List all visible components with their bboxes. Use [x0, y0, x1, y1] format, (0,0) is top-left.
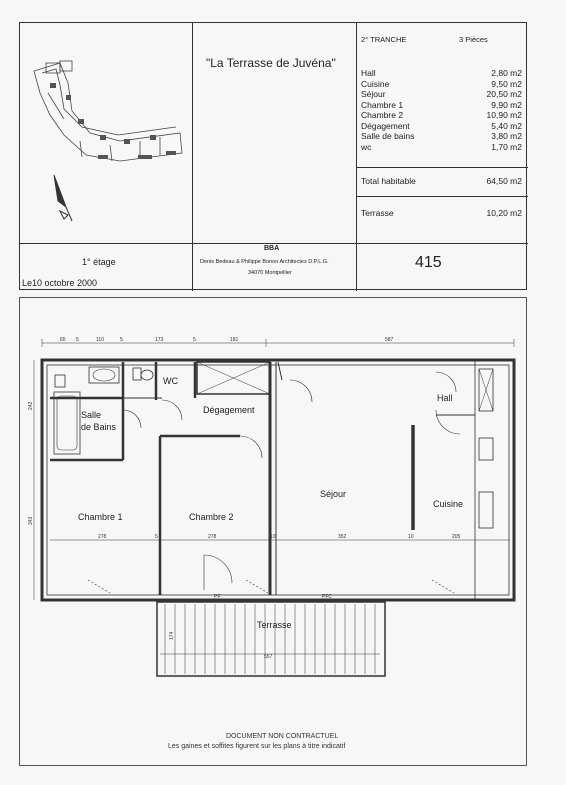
- dim-mid-6: 10: [408, 534, 414, 540]
- room-chambre2: Chambre 2: [189, 512, 234, 522]
- lot-number: 415: [415, 254, 442, 271]
- room-wc: WC: [163, 376, 178, 386]
- surface-room-label: Cuisine: [361, 78, 390, 89]
- dim-top-5: 173: [155, 337, 164, 343]
- dim-mid-4: 10: [270, 534, 276, 540]
- total-habitable-value: 64,50 m2: [486, 176, 522, 186]
- surface-room-label: Séjour: [361, 89, 386, 99]
- surface-area-value: 10,90 m2: [486, 110, 522, 120]
- dim-top-2: 5: [76, 337, 79, 343]
- surface-room-label: Chambre 1: [361, 99, 404, 110]
- dim-terrace-depth: 174: [169, 631, 175, 640]
- pieces-label: 3 Pièces: [459, 35, 488, 44]
- residence-title: "La Terrasse de Juvéna": [206, 56, 336, 70]
- dim-top-4: 5: [120, 337, 123, 343]
- footer-line2: Les gaines et soffites figurent sur les plans à titre indicatif: [168, 743, 346, 750]
- dim-left-bottom: 343: [28, 516, 34, 525]
- dim-mid-5: 352: [338, 534, 347, 540]
- surface-area-value: 3,80 m2: [491, 131, 522, 141]
- dim-mid-7: 205: [452, 534, 461, 540]
- surface-room-label: Hall: [361, 68, 376, 78]
- terrasse-value: 10,20 m2: [486, 208, 522, 218]
- surface-area-value: 9,50 m2: [491, 78, 522, 89]
- dim-mid-3: 278: [208, 534, 217, 540]
- room-sejour: Séjour: [320, 489, 347, 499]
- room-terrasse: Terrasse: [257, 620, 292, 630]
- dim-top-8: 587: [385, 337, 394, 343]
- tranche-label: 2° TRANCHE: [361, 35, 407, 44]
- surface-room-label: wc: [361, 141, 372, 152]
- room-cuisine: Cuisine: [433, 499, 464, 509]
- dim-mid-2: 5: [155, 534, 158, 540]
- footer-line1: DOCUMENT NON CONTRACTUEL: [226, 733, 339, 740]
- surface-room-label: Chambre 2: [361, 110, 404, 120]
- architect-line1: Denis Bedeau & Philippe Bonon Architectes D.P.L.G.: [200, 259, 329, 265]
- dim-terrace-width: 557: [264, 654, 273, 660]
- dim-mid-1: 278: [98, 534, 107, 540]
- architect-line2: 34070 Montpellier: [248, 270, 292, 276]
- total-habitable-label: Total habitable: [361, 176, 416, 186]
- floor-label: 1° étage: [82, 257, 116, 267]
- room-salle-de-bains-1: Salle: [81, 410, 102, 420]
- surface-room-label: Dégagement: [361, 120, 410, 131]
- dim-top-6: 5: [193, 337, 196, 343]
- dim-top-1: 65: [60, 337, 66, 343]
- room-hall: Hall: [437, 393, 453, 403]
- surface-area-value: 5,40 m2: [491, 120, 522, 131]
- mark-pf: PF: [214, 594, 221, 600]
- terrasse-label: Terrasse: [361, 208, 394, 218]
- dim-top-7: 181: [230, 337, 239, 343]
- room-degagement: Dégagement: [203, 405, 255, 415]
- mark-pfc: PFC: [322, 594, 332, 600]
- room-salle-de-bains-2: de Bains: [81, 422, 117, 432]
- surface-area-value: 9,90 m2: [491, 99, 522, 110]
- date-label: Le10 octobre 2000: [22, 278, 98, 288]
- surface-area-value: 2,80 m2: [491, 68, 522, 78]
- surface-area-value: 20,50 m2: [486, 89, 522, 99]
- dim-top-3: 110: [96, 337, 104, 343]
- surface-area-value: 1,70 m2: [491, 141, 522, 152]
- surface-room-label: Salle de bains: [361, 131, 415, 141]
- architect-name: BBA: [264, 245, 280, 252]
- room-chambre1: Chambre 1: [78, 512, 123, 522]
- dim-left-top: 242: [28, 401, 34, 410]
